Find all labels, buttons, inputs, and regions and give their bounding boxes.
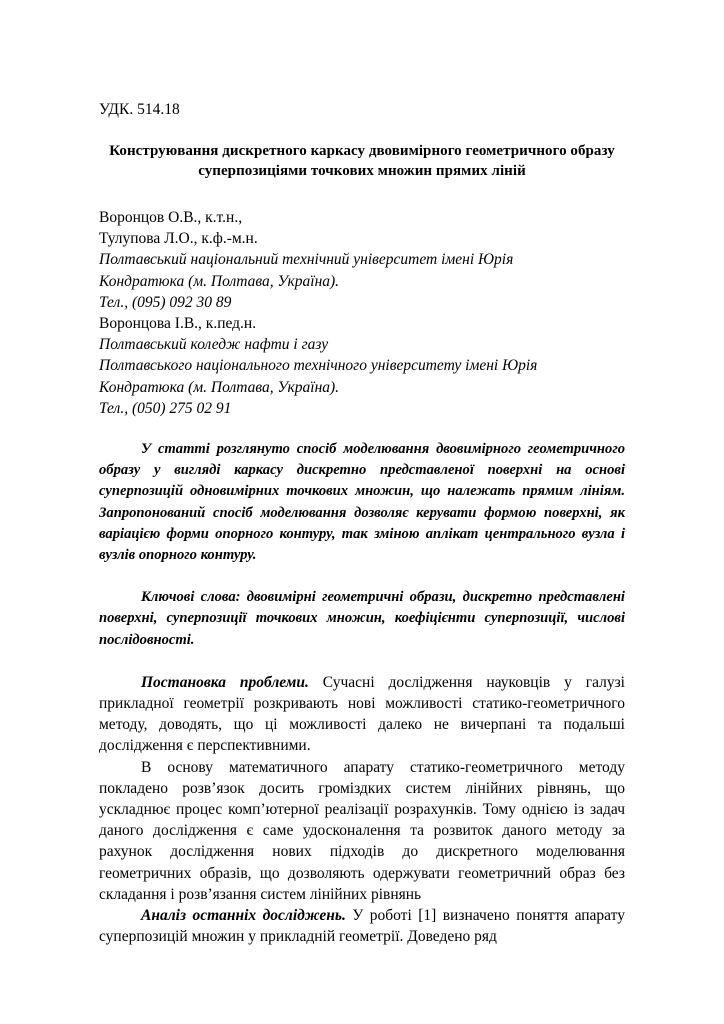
affiliation-line: Кондратюка (м. Полтава, Україна). bbox=[99, 272, 340, 290]
keywords-list: двовимірні геометричні образи, дискретно представлені поверхні, суперпозиції точкових множин, коефіцієнти суперпозиції, числові послідовності. bbox=[99, 589, 625, 648]
affiliation-line: Полтавський коледж нафти і газу bbox=[99, 336, 329, 354]
section-problem-statement bbox=[99, 672, 625, 757]
section-body-text: У роботі [1] визначено поняття апарату суперпозицій множин у прикладній геометрії. Доведено ряд bbox=[99, 907, 625, 946]
section-lead-label: Аналіз останніх досліджень. bbox=[141, 907, 346, 925]
abstract-paragraph: У статті розглянуто спосіб моделювання двовимірного геометричного образу у вигляді каркасу дискретно представленої поверхні на основі суперпозицій одновимірних точкових множин, що належать прямим лініям. Запропонований спосіб моделювання дозволяє керувати формою поверхні, як варіацією форми опорного контуру, так зміною аплікат центрального вузла і вузлів опорного контуру. bbox=[99, 441, 625, 564]
section-body-text: В основу математичного апарату статико-геометричного методу покладено розв’язок досить громіздких систем лінійних рівнянь, що ускладнює процес комп’ютерної реалізації розрахунків. Тому однією із задач даного дослідження є саме удосконалення та розвиток даного методу за рахунок дослідження нових підходів до дискретного моделювання геометричних образів, що дозволяють одержувати геометричний образ без складання і розв’язання систем лінійних рівнянь bbox=[99, 758, 625, 903]
author-line: Тулупова Л.О., к.ф.-м.н. bbox=[99, 230, 258, 248]
page-title: Конструювання дискретного каркасу двовимірного геометричного образу суперпозиціями точкових множин прямих ліній bbox=[109, 143, 615, 179]
section-math-apparatus bbox=[99, 757, 625, 905]
section-lead-label: Постановка проблеми. bbox=[141, 673, 309, 691]
keywords-paragraph bbox=[99, 587, 625, 651]
udk-code: УДК. 514.18 bbox=[99, 101, 180, 118]
phone-line: Тел., (095) 092 30 89 bbox=[99, 293, 232, 311]
section-body-text: Сучасні дослідження науковців у галузі прикладної геометрії розкривають нові можливості статико-геометричного методу, доводять, що ці можливості далеко не вичерпані та подальші дослідження є перспективними. bbox=[99, 673, 625, 755]
author-block bbox=[99, 207, 625, 419]
affiliation-line: Полтавський національний технічний університет імені Юрія bbox=[99, 251, 514, 269]
author-line: Воронцов О.В., к.т.н., bbox=[99, 209, 243, 226]
affiliation-line: Кондратюка (м. Полтава, Україна). bbox=[99, 378, 340, 396]
section-recent-research bbox=[99, 905, 625, 947]
affiliation-line: Полтавського національного технічного університету імені Юрія bbox=[99, 357, 538, 375]
author-line: Воронцова І.В., к.пед.н. bbox=[99, 315, 257, 333]
phone-line: Тел., (050) 275 02 91 bbox=[99, 399, 232, 417]
keywords-label: Ключові слова: bbox=[141, 589, 241, 606]
